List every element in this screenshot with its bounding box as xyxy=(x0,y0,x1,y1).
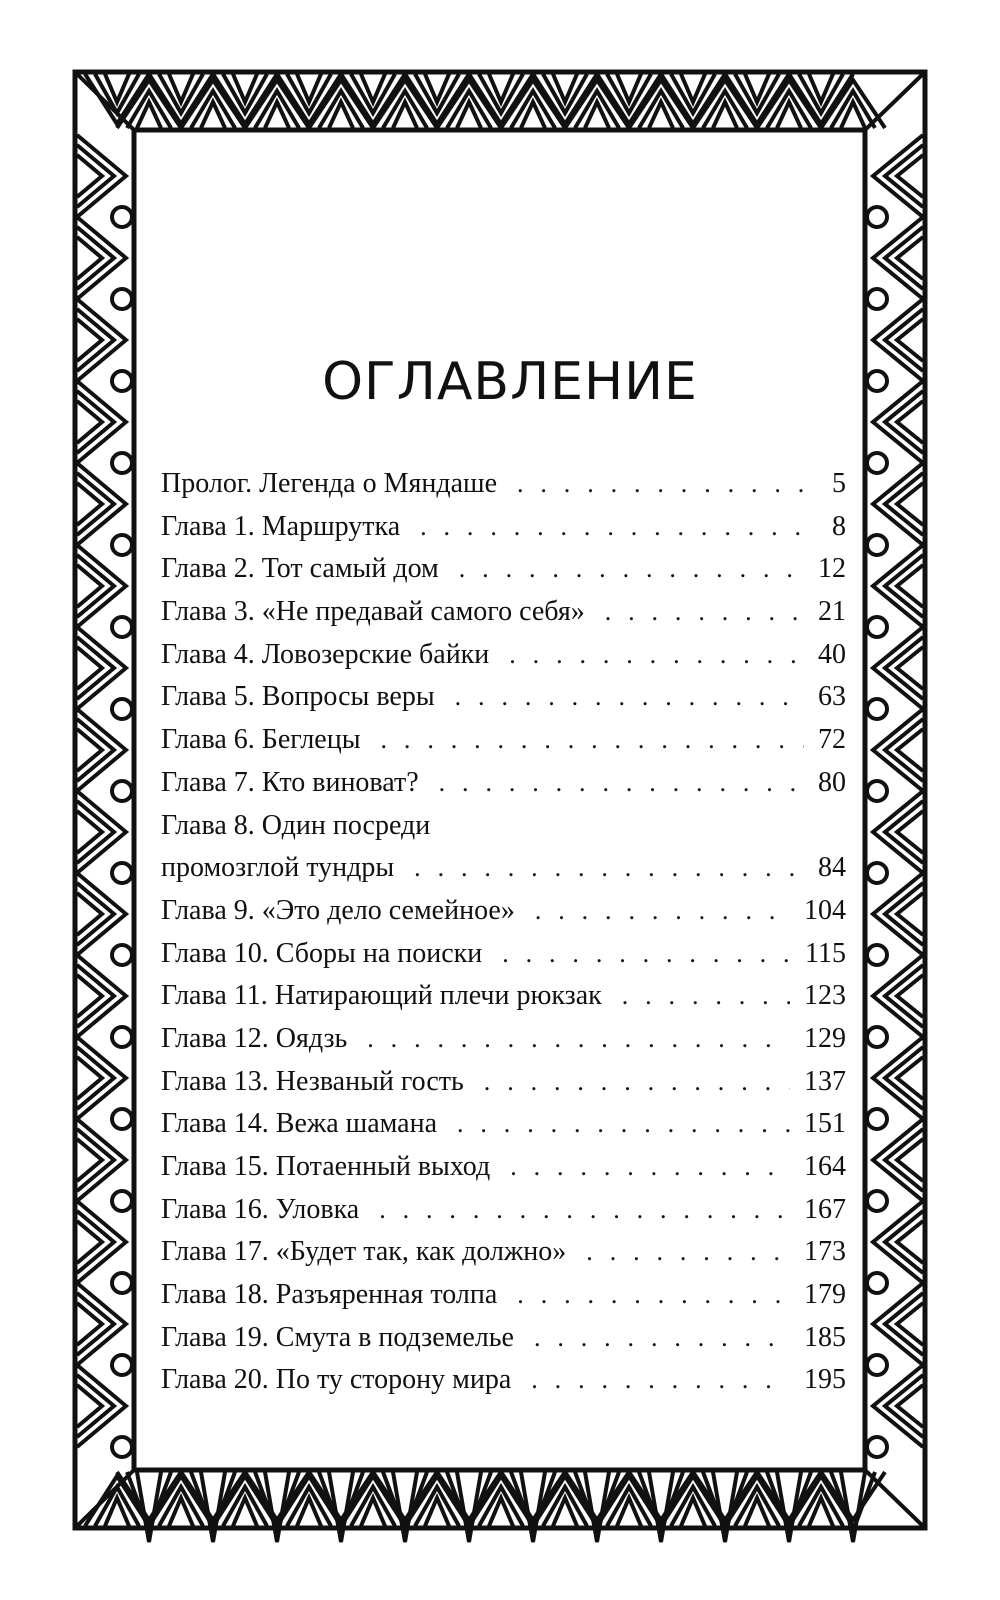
toc-entry[interactable] xyxy=(161,1103,846,1146)
dot-leader xyxy=(379,1189,790,1232)
toc-entry[interactable] xyxy=(161,591,846,634)
toc-entry[interactable] xyxy=(161,1146,846,1189)
toc-entry-page: 173 xyxy=(804,1236,846,1268)
toc-entry[interactable] xyxy=(161,847,846,890)
toc-entry[interactable] xyxy=(161,1061,846,1104)
toc-entry-title: Глава 14. Вежа шамана xyxy=(161,1108,437,1140)
toc-entry-page: 123 xyxy=(804,980,846,1012)
toc-entry-page: 84 xyxy=(818,852,846,884)
dot-leader xyxy=(622,975,790,1018)
toc-entry-page: 129 xyxy=(804,1022,846,1054)
dot-leader xyxy=(414,847,804,890)
toc-entry-page: 185 xyxy=(804,1321,846,1353)
toc-entry-title: Пролог. Легенда о Мяндаше xyxy=(161,468,497,499)
toc-entry-title: Глава 15. Потаенный выход xyxy=(161,1151,491,1182)
toc-entry-title: Глава 11. Натирающий плечи рюкзак xyxy=(161,980,602,1012)
toc-entry-page: 164 xyxy=(804,1151,846,1182)
dot-leader xyxy=(459,548,804,591)
toc-entry-title: Глава 17. «Будет так, как должно» xyxy=(161,1236,567,1268)
dot-leader xyxy=(534,1317,790,1360)
toc-entry-title: Глава 12. Оядзь xyxy=(161,1022,348,1054)
toc-entry-title: Глава 16. Уловка xyxy=(161,1193,360,1225)
table-of-contents xyxy=(161,463,846,1402)
toc-entry-title: Глава 1. Маршрутка xyxy=(161,510,401,542)
toc-entry-title: Глава 6. Беглецы xyxy=(161,724,361,756)
dot-leader xyxy=(531,1359,790,1402)
dot-leader xyxy=(517,1274,790,1317)
dot-leader xyxy=(457,1103,790,1146)
toc-entry[interactable] xyxy=(161,890,846,933)
toc-entry-page: 5 xyxy=(832,468,846,499)
dot-leader xyxy=(509,634,804,677)
toc-entry-title: Глава 7. Кто виноват? xyxy=(161,766,419,798)
toc-entry[interactable] xyxy=(161,933,846,976)
dot-leader xyxy=(605,591,804,634)
toc-entry-title: Глава 5. Вопросы веры xyxy=(161,681,435,713)
dot-leader xyxy=(502,933,791,976)
dot-leader xyxy=(420,506,808,549)
toc-entry-page: 40 xyxy=(818,638,846,670)
dot-leader xyxy=(484,1061,790,1104)
toc-entry-page: 167 xyxy=(804,1193,846,1225)
toc-entry-title: Глава 9. «Это дело семейное» xyxy=(161,894,515,926)
toc-entry-page: 179 xyxy=(804,1279,846,1311)
toc-entry-page: 137 xyxy=(804,1065,846,1097)
dot-leader xyxy=(517,463,808,506)
toc-entry-title: Глава 13. Незваный гость xyxy=(161,1065,464,1097)
dot-leader xyxy=(586,1231,790,1274)
toc-entry[interactable] xyxy=(161,463,846,506)
toc-entry-title: Глава 10. Сборы на поиски xyxy=(161,937,483,969)
toc-entry-page: 63 xyxy=(818,681,846,713)
toc-entry-page: 104 xyxy=(804,894,846,926)
toc-entry-page: 115 xyxy=(805,937,846,969)
page-title: ОГЛАВЛЕНИЕ xyxy=(322,352,698,412)
toc-entry-title: Глава 8. Один посреди xyxy=(161,809,431,841)
toc-entry-page: 80 xyxy=(818,766,846,798)
dot-leader xyxy=(455,676,804,719)
toc-entry-page: 151 xyxy=(804,1108,846,1140)
toc-entry[interactable] xyxy=(161,1189,846,1232)
toc-entry[interactable] xyxy=(161,1018,846,1061)
dot-leader xyxy=(367,1018,790,1061)
toc-entry-title: Глава 18. Разъяренная толпа xyxy=(161,1279,498,1311)
dot-leader xyxy=(381,719,804,762)
toc-entry-title: Глава 2. Тот самый дом xyxy=(161,553,439,585)
toc-entry-page: 195 xyxy=(804,1364,846,1396)
toc-entry[interactable] xyxy=(161,548,846,591)
dot-leader xyxy=(510,1146,790,1189)
toc-entry-title: Глава 4. Ловозерские байки xyxy=(161,638,490,670)
toc-entry[interactable] xyxy=(161,719,846,762)
toc-entry-page: 12 xyxy=(818,553,846,585)
toc-entry-title: Глава 20. По ту сторону мира xyxy=(161,1364,512,1396)
toc-entry-title: Глава 19. Смута в подземелье xyxy=(161,1321,514,1353)
dot-leader xyxy=(439,762,804,805)
toc-entry-page: 8 xyxy=(832,510,846,542)
toc-entry[interactable] xyxy=(161,1274,846,1317)
toc-entry-page: 72 xyxy=(818,724,846,756)
toc-entry-title: Глава 3. «Не предавай самого себя» xyxy=(161,596,585,628)
toc-entry[interactable] xyxy=(161,762,846,805)
toc-entry[interactable] xyxy=(161,1317,846,1360)
toc-entry-page: 21 xyxy=(818,596,846,628)
toc-entry[interactable] xyxy=(161,676,846,719)
toc-entry[interactable] xyxy=(161,506,846,549)
toc-entry[interactable] xyxy=(161,634,846,677)
toc-entry[interactable] xyxy=(161,1231,846,1274)
toc-entry-title: промозглой тундры xyxy=(161,852,395,884)
toc-entry[interactable] xyxy=(161,805,846,848)
dot-leader xyxy=(535,890,790,933)
toc-entry[interactable] xyxy=(161,975,846,1018)
toc-entry[interactable] xyxy=(161,1359,846,1402)
